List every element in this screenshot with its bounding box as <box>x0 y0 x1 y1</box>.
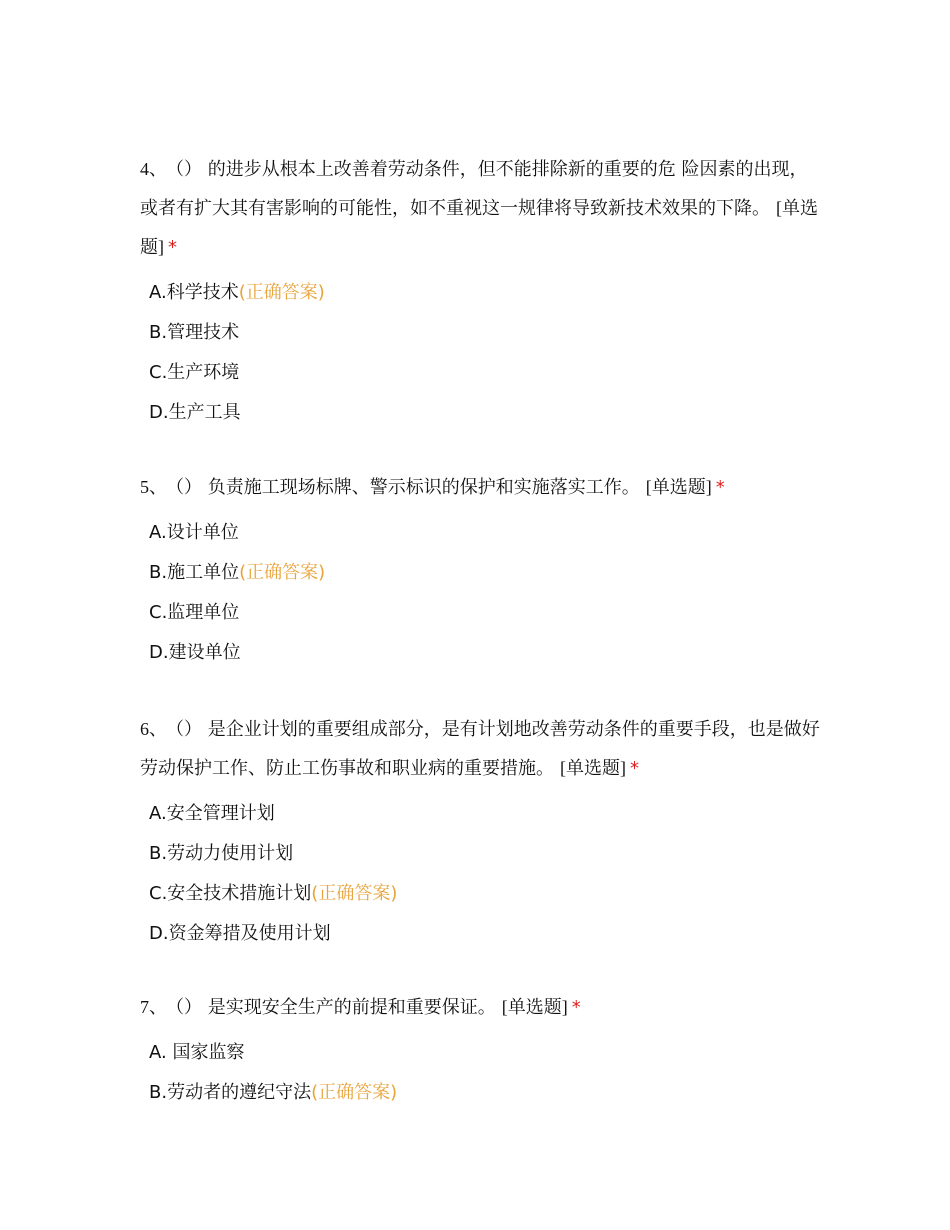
question-stem <box>140 988 820 1027</box>
option-text: C.监理单位 <box>149 602 240 623</box>
option-text: C.安全技术措施计划 <box>149 883 312 904</box>
question-number: 4、 <box>140 159 167 179</box>
question-6 <box>140 710 820 954</box>
option-list <box>140 794 820 954</box>
required-marker: * <box>168 237 177 258</box>
option-c[interactable] <box>149 593 820 633</box>
question-number: 7、 <box>140 997 167 1017</box>
question-type-label: [单选题] <box>140 198 818 257</box>
correct-answer-mark: (正确答案) <box>311 883 398 904</box>
option-b[interactable] <box>149 834 820 874</box>
question-number: 6、 <box>140 719 167 739</box>
question-type-label: [单选题] <box>560 758 626 778</box>
option-text: A. 国家监察 <box>149 1042 245 1063</box>
required-marker: * <box>715 477 725 498</box>
question-text: （） 是实现安全生产的前提和重要保证。 <box>175 997 496 1018</box>
required-marker: * <box>630 758 639 779</box>
option-text: B.劳动者的遵纪守法 <box>149 1082 312 1103</box>
option-text: C.生产环境 <box>149 362 240 383</box>
option-text: D.建设单位 <box>149 642 241 663</box>
option-a[interactable] <box>149 794 820 834</box>
option-text: B.施工单位 <box>149 562 240 583</box>
question-4 <box>140 150 820 433</box>
option-d[interactable] <box>149 393 820 433</box>
option-a[interactable] <box>149 513 820 553</box>
option-text: A.安全管理计划 <box>149 803 275 824</box>
correct-answer-mark: (正确答案) <box>239 562 326 583</box>
option-list <box>140 1033 820 1113</box>
option-a[interactable] <box>149 273 820 313</box>
option-list <box>140 513 820 673</box>
question-text: （） 是企业计划的重要组成部分，是有计划地改善劳动条件的重要手段，也是做好劳动保护工作、防止工伤事故和职业病的重要措施。 <box>140 719 820 779</box>
option-b[interactable] <box>149 313 820 353</box>
correct-answer-mark: (正确答案) <box>238 282 325 303</box>
correct-answer-mark: (正确答案) <box>311 1082 398 1103</box>
question-5 <box>140 468 820 673</box>
question-text: （） 负责施工现场标牌、警示标识的保护和实施落实工作。 <box>175 477 640 498</box>
question-text: （） 的进步从根本上改善着劳动条件，但不能排除新的重要的危 险因素的出现，或者有扩大其有害影响的可能性，如不重视这一规律将导致新技术效果的下降。 <box>140 159 808 219</box>
option-list <box>140 273 820 433</box>
question-7 <box>140 988 820 1113</box>
option-b[interactable] <box>149 553 820 593</box>
option-c[interactable] <box>149 353 820 393</box>
option-text: B.劳动力使用计划 <box>149 843 294 864</box>
option-text: B.管理技术 <box>149 322 240 343</box>
option-text: A.科学技术 <box>149 282 239 303</box>
required-marker: * <box>571 997 581 1018</box>
question-type-label: [单选题] <box>645 477 712 497</box>
question-stem <box>140 710 820 788</box>
question-number: 5、 <box>140 477 167 497</box>
option-text: D.资金筹措及使用计划 <box>149 923 331 944</box>
option-c[interactable] <box>149 874 820 914</box>
option-d[interactable] <box>149 914 820 954</box>
option-d[interactable] <box>149 633 820 673</box>
question-stem <box>140 150 820 267</box>
option-text: D.生产工具 <box>149 402 241 423</box>
option-a[interactable] <box>149 1033 820 1073</box>
option-b[interactable] <box>149 1073 820 1113</box>
question-stem <box>140 468 820 507</box>
option-text: A.设计单位 <box>149 522 239 543</box>
question-type-label: [单选题] <box>501 997 568 1017</box>
